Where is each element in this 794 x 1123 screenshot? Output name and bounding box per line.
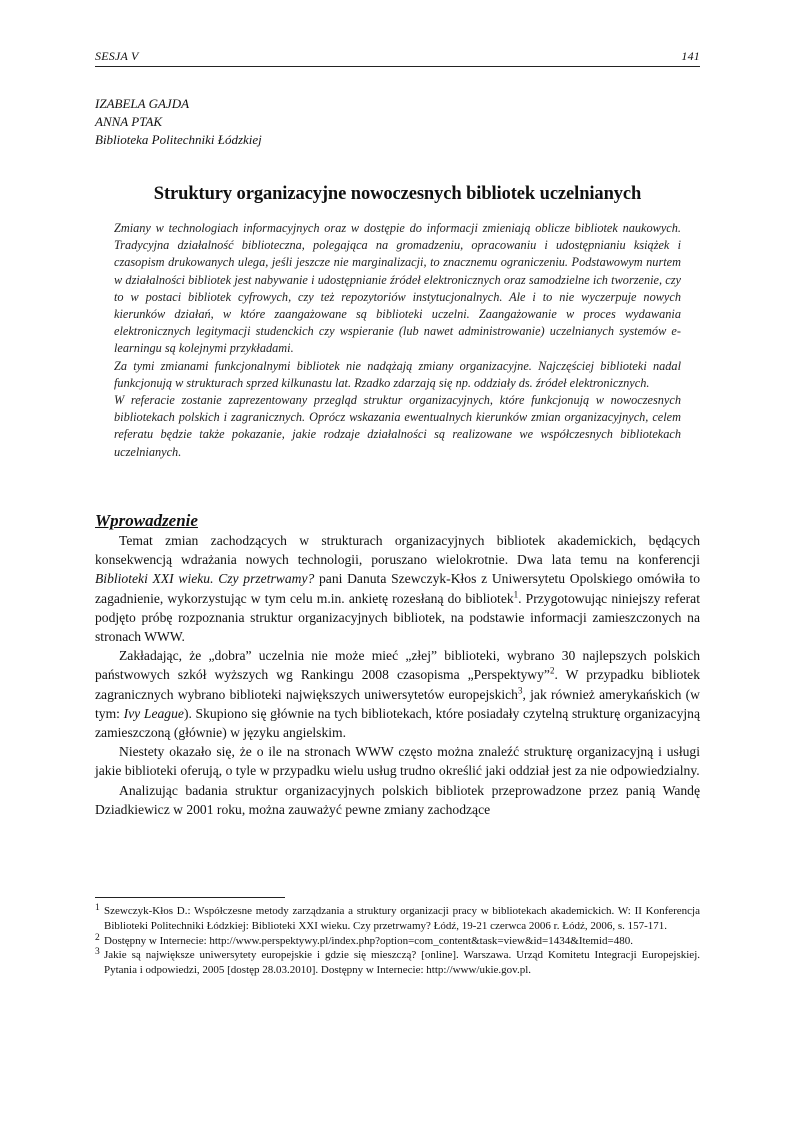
footnote-text: Jakie są największe uniwersytety europejskie i gdzie się mieszczą? [online]. Warszawa. Urząd Komitetu Integracji Europejskiej. Pytania i odpowiedzi, 2005 [dostęp 28.03.2010]. Dostępny w Internecie: http://www/ukie.gov.pl.	[104, 949, 700, 977]
footnote-number: 2	[95, 932, 100, 943]
abstract	[114, 220, 681, 461]
author-name: IZABELA GAJDA	[95, 96, 190, 111]
footnote-text: Dostępny w Internecie: http://www.perspektywy.pl/index.php?option=com_content&task=view&id=1434&Itemid=480.	[104, 934, 633, 947]
body-paragraph: Niestety okazało się, że o ile na stronach WWW często można znaleźć strukturę organizacyjną i usługi jakie biblioteki oferują, o tyle w przypadku wielu usług trudno określić jaki oddział jest za nie odpowiedzialny.	[95, 744, 700, 779]
abstract-paragraph: Za tymi zmianami funkcjonalnymi bibliotek nie nadążają zmiany organizacyjne. Najczęściej biblioteki nadal funkcjonują w strukturach sprzed kilkunastu lat. Rzadko zdarzają się np. oddziały ds. źródeł elektronicznych.	[114, 358, 681, 390]
author-block	[95, 95, 262, 149]
footnote	[95, 904, 700, 934]
footnote-separator	[95, 897, 285, 898]
footnote-ref: 1	[513, 589, 519, 600]
footnote-ref: 3	[517, 685, 523, 696]
footnote-number: 3	[95, 947, 100, 958]
author-name: ANNA PTAK	[95, 114, 163, 129]
abstract-paragraph: Zmiany w technologiach informacyjnych oraz w dostępie do informacji zmieniają oblicze bibliotek naukowych. Tradycyjna działalność biblioteczna, polegająca na gromadzeniu, opracowaniu i udostępnianiu książek i czasopism drukowanych ulega, jeśli jeszcze nie marginalizacji, to znacznemu ograniczeniu. Podstawowym nurtem w działalności bibliotek jest nabywanie i udostępnianie źródeł elektronicznych oraz samodzielne ich tworzenie, czy to w postaci bibliotek cyfrowych, czy też repozytoriów instytucjonalnych. Ale i to nie wyczerpuje nowych kierunków działań, w które zaangażowane są biblioteki uczelni. Zaangażowanie w proces wydawania elektronicznych legitymacji studenckich czy wspieranie (lub nawet administrowanie) uczelnianych systemów e-learningu są kolejnymi przykładami.	[114, 221, 681, 356]
body-paragraph: Analizując badania struktur organizacyjnych polskich bibliotek przeprowadzone przez panią Wandę Dziadkiewicz w 2001 roku, można zauważyć pewne zmiany zachodzące	[95, 782, 700, 817]
footnote-text: Szewczyk-Kłos D.: Współczesne metody zarządzania a struktury organizacji pracy w bibliotekach akademickich. W: II Konferencja Biblioteki Politechniki Łódzkiej: Biblioteki XXI wieku. Czy przetrwamy? Łódź, 19-21 czerwca 2006 r. Łódź, 2006, s. 157-171.	[104, 905, 700, 932]
body-paragraph: Temat zmian zachodzących w strukturach organizacyjnych bibliotek akademickich, będących konsekwencją wdrażania nowych technologii, poruszano wielokrotnie. Dwa lata temu na konferencji Biblioteki XXI wieku. Czy przetrwamy? pani Danuta Szewczyk-Kłos z Uniwersytetu Opolskiego omówiła to zagadnienie, wykorzystując w tym celu m.in. ankietę rozesłaną do bibliotek$^1$. Przygotowując niniejszy referat podjęto próbę rozpoznania struktur organizacyjnych bibliotek, na podstawie informacji zamieszczonych na stronach WWW.	[95, 533, 700, 645]
body-text	[95, 531, 700, 819]
session-label: SESJA V	[95, 49, 139, 63]
abstract-paragraph: W referacie zostanie zaprezentowany przegląd struktur organizacyjnych, które funkcjonują w nowoczesnych bibliotekach polskich i zagranicznych. Oprócz wskazania ewentualnych kierunków zmian organizacyjnych, celem referatu będzie także pokazanie, jakie rodzaje działalności są realizowane we współczesnych bibliotekach uczelnianych.	[114, 393, 681, 459]
paper-title: Struktury organizacyjne nowoczesnych bibliotek uczelnianych	[153, 184, 642, 204]
footnote-ref: 2	[549, 665, 555, 676]
footnote	[95, 934, 700, 949]
page-number: 141	[681, 49, 700, 63]
section-heading: Wprowadzenie	[95, 511, 198, 530]
footnote	[95, 948, 700, 978]
body-paragraph: Zakładając, że „dobra” uczelnia nie może mieć „złej” biblioteki, wybrano 30 najlepszych polskich państwowych szkół wyższych wg Rankingu 2008 czasopisma „Perspektywy”$^2$. W przypadku bibliotek zagranicznych wybrano biblioteki największych uniwersytetów europejskich$^3$, jak również amerykańskich (w tym: Ivy League). Skupiono się głównie na tych bibliotekach, które posiadały czytelną strukturę organizacyjną zamieszczoną (głównie) w języku angielskim.	[95, 648, 700, 741]
affiliation: Biblioteka Politechniki Łódzkiej	[95, 132, 262, 147]
footnotes	[95, 904, 700, 978]
footnote-number: 1	[95, 903, 100, 913]
running-header	[95, 48, 700, 67]
